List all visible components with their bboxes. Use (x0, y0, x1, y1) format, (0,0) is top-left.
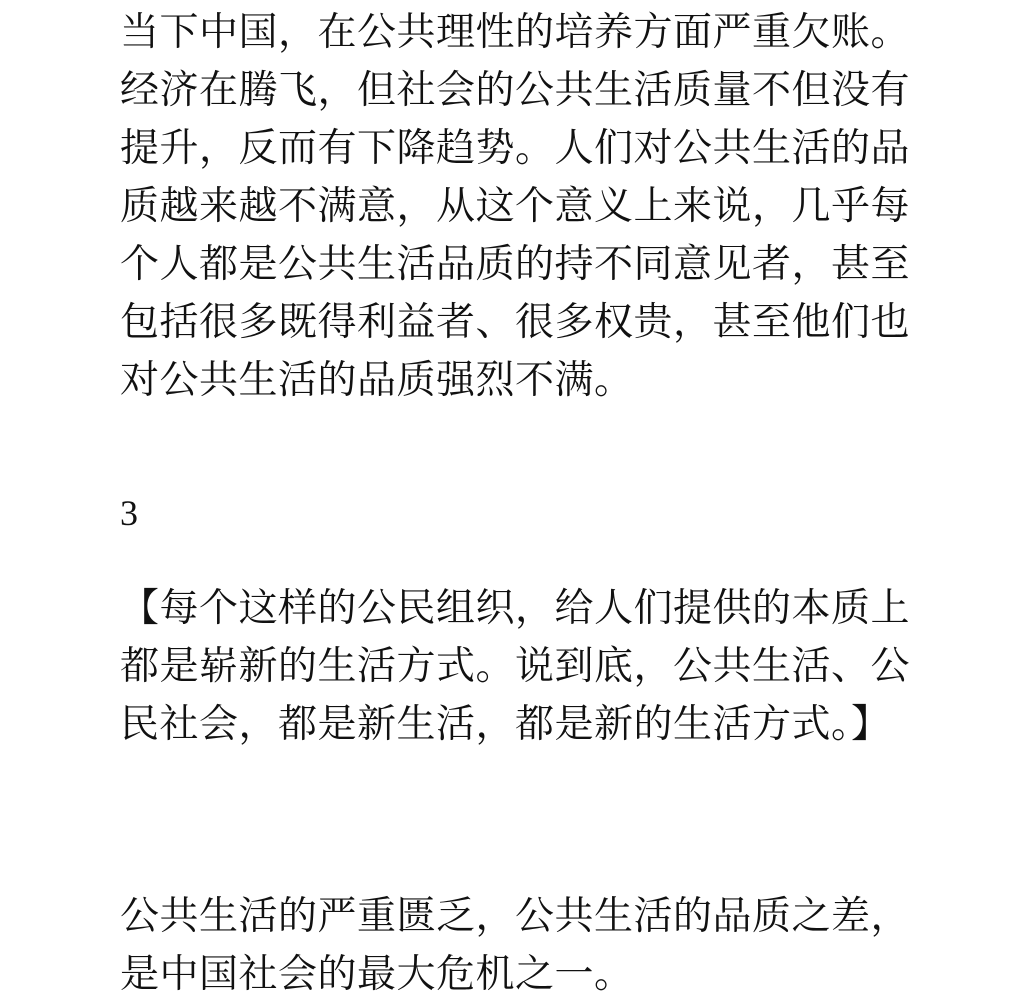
section-number: 3 (120, 493, 138, 533)
paragraph-public-reason: 当下中国，在公共理性的培养方面严重欠账。经济在腾飞，但社会的公共生活质量不但没有提升，反而有下降趋势。人们对公共生活的品质越来越不满意，从这个意义上来说，几乎每个人都是公共生活品质的持不同意见者，甚至包括很多既得利益者、很多权贵，甚至他们也对公共生活的品质强烈不满。 (120, 10, 911, 403)
quote-block: 【每个这样的公民组织，给人们提供的本质上都是崭新的生活方式。说到底，公共生活、公民社会，都是新生活，都是新的生活方式。】 (120, 586, 911, 747)
paragraph-public-life-crisis: 公共生活的严重匮乏，公共生活的品质之差，是中国社会的最大危机之一。 (120, 894, 911, 997)
